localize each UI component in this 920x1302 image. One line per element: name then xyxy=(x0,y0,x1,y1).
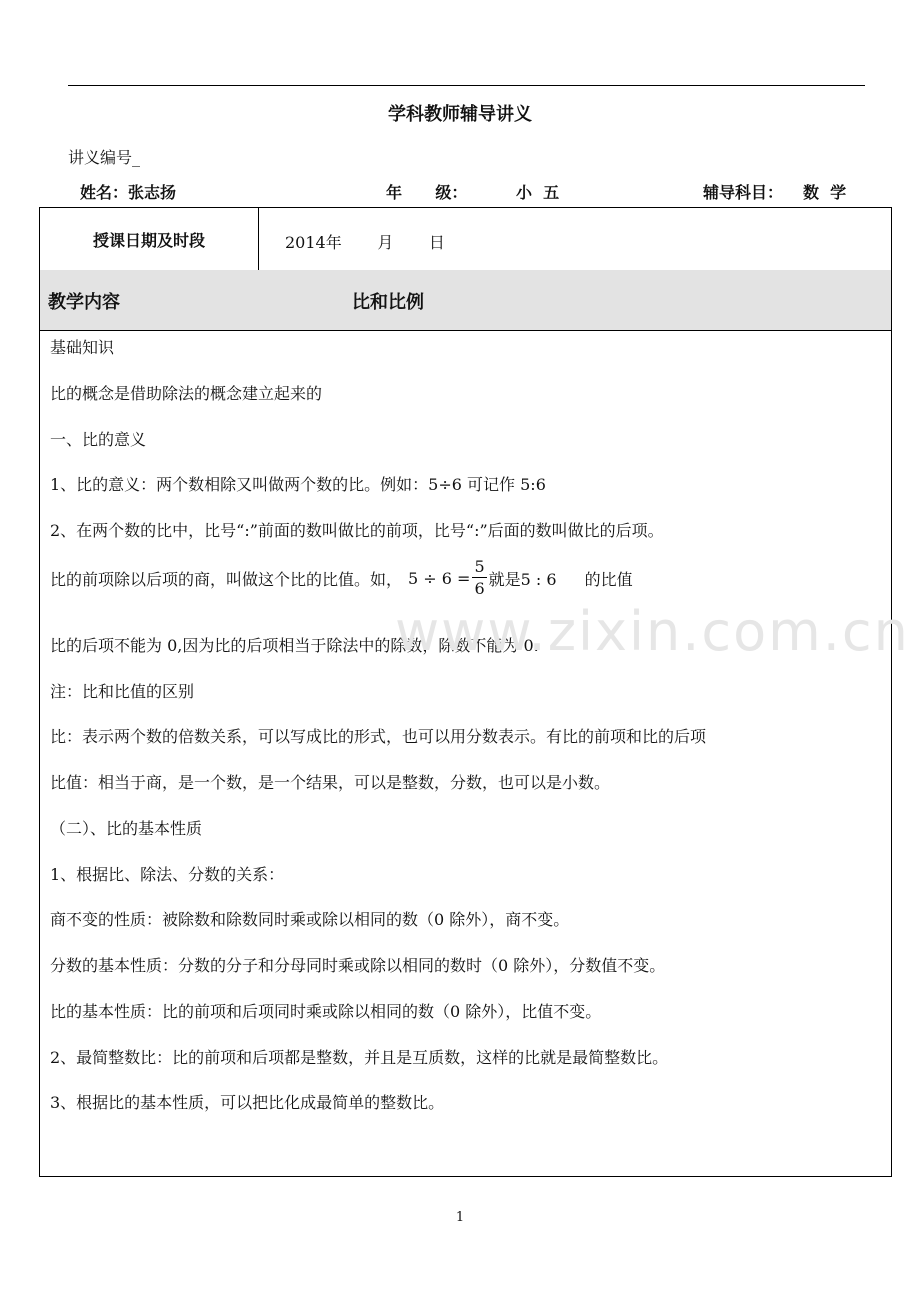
section-heading: （二）、比的基本性质 xyxy=(50,819,203,838)
paragraph: 商不变的性质：被除数和除数同时乘或除以相同的数（0 除外），商不变。 xyxy=(50,910,570,929)
page-number: 1 xyxy=(455,1210,465,1225)
paragraph: 比的基本性质：比的前项和后项同时乘或除以相同的数（0 除外），比值不变。 xyxy=(50,1002,602,1021)
paragraph: 比值：相当于商，是一个数，是一个结果，可以是整数，分数，也可以是小数。 xyxy=(50,773,611,792)
lecture-number: 讲义编号_ xyxy=(68,148,141,167)
paragraph: 3、根据比的基本性质，可以把比化成最简单的整数比。 xyxy=(50,1093,445,1112)
paragraph: 比的后项不能为 0,因为比的后项相当于除法中的除数，除数不能为 0. xyxy=(50,636,539,655)
lesson-table xyxy=(39,207,892,1177)
fraction-denominator: 6 xyxy=(474,579,485,598)
content-header-row xyxy=(40,270,891,331)
grade-value: 小 五 xyxy=(516,183,560,202)
fraction xyxy=(472,559,486,597)
subject-value: 数 学 xyxy=(803,183,847,202)
paragraph: 分数的基本性质：分数的分子和分母同时乘或除以相同的数时（0 除外），分数值不变。 xyxy=(50,956,666,975)
paragraph: 2、在两个数的比中，比号“:”前面的数叫做比的前项，比号“:”后面的数叫做比的后项。 xyxy=(50,521,664,540)
document-title: 学科教师辅导讲义 xyxy=(388,104,532,125)
text-span: 就是5 : 6 xyxy=(488,569,557,589)
student-name: 姓名：张志扬 xyxy=(80,183,177,202)
text-span: 比的前项除以后项的商，叫做这个比的比值。如， xyxy=(50,569,403,589)
note-heading: 注：比和比值的区别 xyxy=(50,682,195,701)
watermark: www.zixin.com.cn xyxy=(395,600,910,663)
grade-label: 年 级： xyxy=(386,183,468,202)
date-row xyxy=(40,208,891,271)
paragraph: 1、比的意义：两个数相除又叫做两个数的比。例如：5÷6 可记作 5:6 xyxy=(50,475,546,494)
content-label: 教学内容 xyxy=(48,292,120,313)
paragraph: 比的概念是借助除法的概念建立起来的 xyxy=(50,384,323,403)
date-value: 2014年 月 日 xyxy=(285,233,445,252)
section-basic-knowledge: 基础知识 xyxy=(50,338,115,357)
section-heading: 一、比的意义 xyxy=(50,430,147,449)
paragraph: 1、根据比、除法、分数的关系： xyxy=(50,865,285,884)
ratio-value-line xyxy=(50,559,633,597)
math-expression: 5 ÷ 6 = xyxy=(408,568,471,588)
header-rule xyxy=(68,85,865,86)
fraction-numerator: 5 xyxy=(474,557,485,576)
paragraph: 2、最简整数比：比的前项和后项都是整数，并且是互质数，这样的比就是最简整数比。 xyxy=(50,1048,669,1067)
text-span: 的比值 xyxy=(584,569,633,589)
lesson-topic: 比和比例 xyxy=(352,292,424,313)
date-label: 授课日期及时段 xyxy=(40,208,259,270)
paragraph: 比：表示两个数的倍数关系，可以写成比的形式，也可以用分数表示。有比的前项和比的后项 xyxy=(50,727,707,746)
subject-label: 辅导科目： xyxy=(703,183,784,202)
